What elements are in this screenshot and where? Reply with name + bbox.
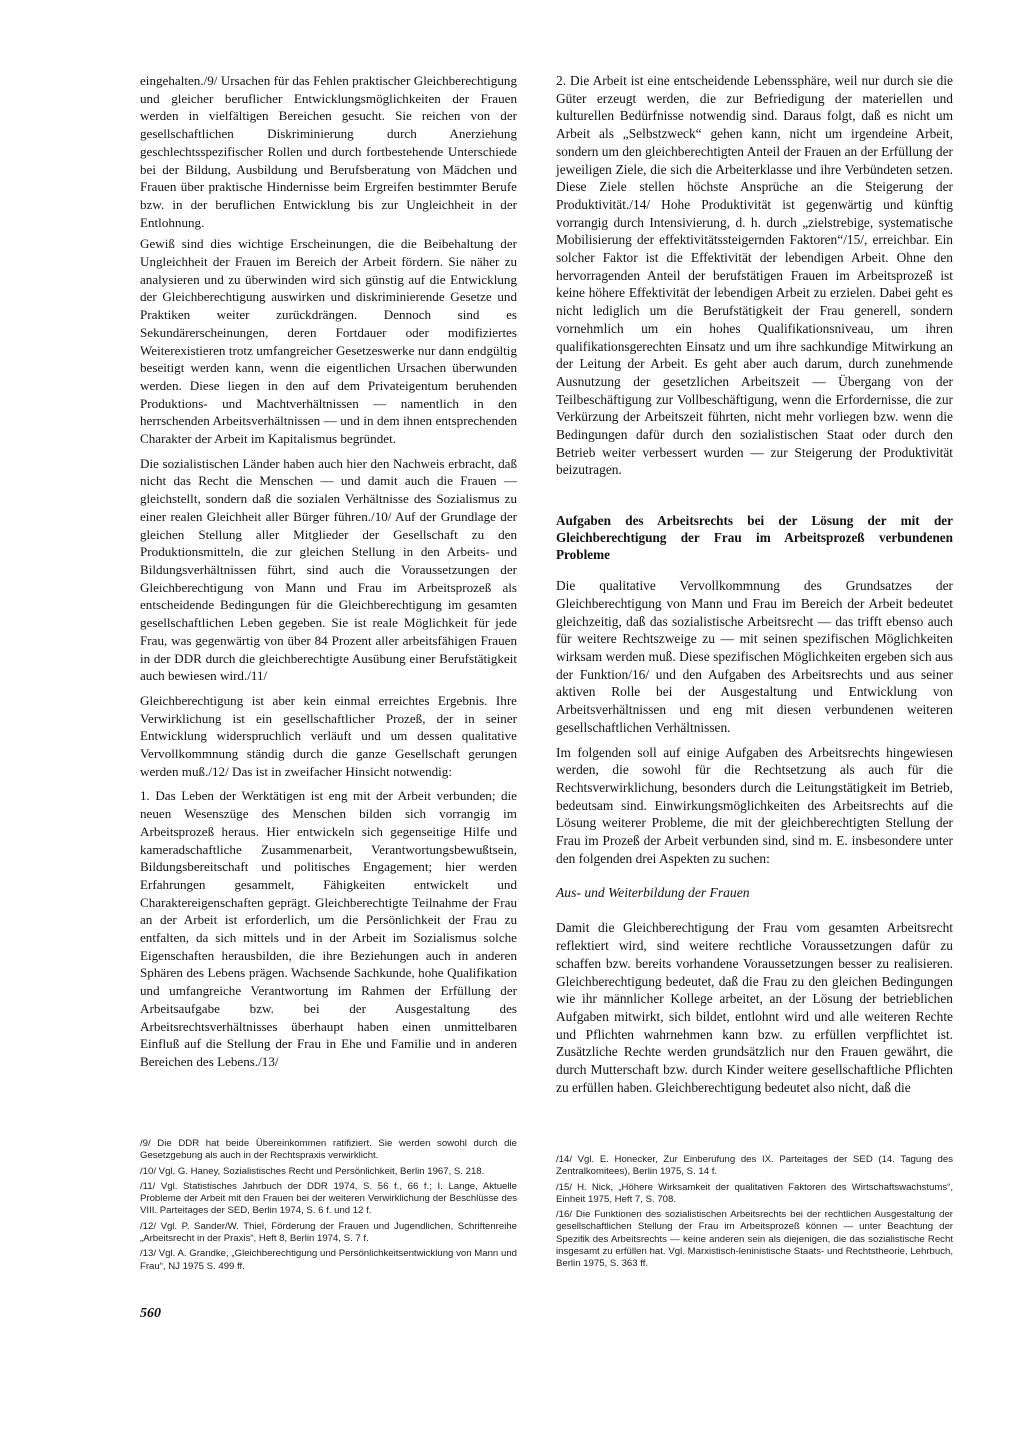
page-number: 560 [140,1306,161,1321]
footnote: /15/ H. Nick, „Höhere Wirksamkeit der qualitativen Faktoren des Wirtschaftswachstums“, Einheit 1975, Heft 7, S. 708. [556,1181,953,1205]
footnote: /16/ Die Funktionen des sozialistischen Arbeitsrechts bei der rechtlichen Ausgestaltung der gesellschaftlichen Stellung der Frau im Arbeitsprozeß können — unter Beachtung der Spezifik des Arbeitsrechts — keine anderen sein als diejenigen, die das sozialistische Recht insgesamt zu erfüllen hat. Vgl. Marxistisch-leninistische Staats- und Rechtstheorie, Lehrbuch, Berlin 1975, S. 363 ff. [556,1209,953,1270]
footnote: /14/ Vgl. E. Honecker, Zur Einberufung des IX. Parteitages der SED (14. Tagung des Zentralkomitees), Berlin 1975, S. 14 f. [556,1154,953,1178]
body-paragraph: Die sozialistischen Länder haben auch hier den Nachweis erbracht, daß nicht das Recht die Menschen — und damit auch die Frauen — gleichstellt, sondern daß die sozialen Verhältnisse des Sozialismus zu einer realen Gleichheit aller Bürger führen./10/ Auf der Grundlage der gleichen Stellung aller Mitglieder der Gesellschaft zu den Produktionsmitteln, die zur gleichen Stellung in den Arbeits- und Bildungsverhältnissen führt, sind auch die Voraussetzungen der Gleichberechtigung von Mann und Frau im Arbeitsprozeß als entscheidende Bedingungen für die Gleichberechtigung im gesamten gesellschaftlichen Leben gegeben. Sie ist reale Möglichkeit für jede Frau, was gegenwärtig von über 84 Prozent aller arbeitsfähigen Frauen in der DDR durch die gleichberechtigte Ausübung einer Berufstätigkeit auch bewiesen wird./11/ [140,455,517,684]
left-column [140,72,517,1075]
body-paragraph: 1. Das Leben der Werktätigen ist eng mit der Arbeit verbunden; die neuen Wesenszüge des Menschen bilden sich vorrangig im Arbeitsprozeß heraus. Hier entwickeln sich gegenseitige Hilfe und kameradschaftliche Zusammenarbeit, Verantwortungsbewußtsein, Bildungsbereitschaft und politisches Engagement; hier werden Erfahrungen gesammelt, Fähigkeiten entwickelt und Charaktereigenschaften geprägt. Gleichberechtigte Teilnahme der Frau an der Arbeit ist erforderlich, um die Persönlichkeit der Frau zu entfalten, da sich mittels und in der Arbeit im Sozialismus solche Eigenschaften herausbilden, die ihre Beziehungen auch in anderen Sphären des Lebens prägen. Wachsende Sachkunde, hohe Qualifikation und umfangreiche Verantwortung im Rahmen der Erfüllung der Arbeitsaufgabe bzw. bei der Ausgestaltung des Arbeitsrechtsverhältnisses überhaupt haben einen unmittelbaren Einfluß auf die Stellung der Frau in Ehe und Familie und in anderen Bereichen des Lebens./13/ [140,788,517,1069]
body-paragraph: 2. Die Arbeit ist eine entscheidende Lebenssphäre, weil nur durch sie die Güter erzeugt werden, die zur Befriedigung der materiellen und kulturellen Bedürfnisse notwendig sind. Daraus folgt, daß es nicht um Arbeit als „Selbstzweck“ gehen kann, nicht um irgendeine Arbeit, sondern um den gleichberechtigten Anteil der Frauen an der Erfüllung der jeweiligen Ziele, die sich die Arbeiterklasse und ihre Verbündeten setzen. Diese Ziele stellen höchste Ansprüche an die Steigerung der Produktivität./14/ Hohe Produktivität ist gegenwärtig und künftig vorrangig durch Intensivierung, d. h. durch „zielstrebige, systematische Mobilisierung der effektivitätssteigernden Faktoren“/15/, erreichbar. Ein solcher Faktor ist die Effektivität der lebendigen Arbeit. Ohne den hervorragenden Anteil der berufstätigen Frauen im Arbeitsprozeß ist keine höhere Effektivität der lebendigen Arbeit zu erzielen. Dabei geht es nicht lediglich um die Berufstätigkeit der Frau generell, sondern vornehmlich um ein hohes Qualifikationsniveau, um ihren qualifikationsgerechten Einsatz und um ihre sachkundige Mitwirkung an der Leitung der Arbeit. Es geht aber auch darum, durch zunehmende Ausnutzung der gesetzlichen Arbeitszeit — Übergang von der Teilbeschäftigung zur Vollbeschäftigung, wenn die Erfordernisse, die zur Verkürzung der Arbeitszeit führten, nicht mehr vorliegen bzw. wenn die Bedingungen dafür durch den sozialistischen Staat oder durch den Betrieb weiter verbessert wurden — zur Steigerung der Produktivität beizutragen. [556,73,953,478]
body-paragraph: Die qualitative Vervollkommnung des Grundsatzes der Gleichberechtigung von Mann und Frau im Bereich der Arbeit bedeutet gleichzeitig, daß das sozialistische Arbeitsrecht — das trifft ebenso auch für weitere Rechtszweige zu — mit seinen spezifischen Möglichkeiten wirksam werden muß. Diese spezifischen Möglichkeiten ergeben sich aus der Funktion/16/ und den Aufgaben des Arbeitsrechts und aus seiner aktiven Rolle bei der Ausgestaltung und Entwicklung von Arbeitsverhältnissen und eng mit diesen verbundenen weiteren gesellschaftlichen Verhältnissen. [556,578,953,735]
footnote: /12/ Vgl. P. Sander/W. Thiel, Förderung der Frauen und Jugendlichen, Schriftenreihe „Arbeitsrecht in der Praxis“, Heft 8, Berlin 1974, S. 7 f. [140,1220,517,1245]
right-column [556,72,953,1100]
footnote: /10/ Vgl. G. Haney, Sozialistisches Recht und Persönlichkeit, Berlin 1967, S. 218. [140,1165,485,1177]
footnote: /9/ Die DDR hat beide Übereinkommen ratifiziert. Sie werden sowohl durch die Gesetzgebung als auch in der Rechtspraxis verwirklicht. [140,1138,517,1162]
body-paragraph: Damit die Gleichberechtigung der Frau vom gesamten Arbeitsrecht reflektiert wird, sind weitere rechtliche Voraussetzungen dafür zu schaffen bzw. bereits vorhandene Voraussetzungen besser zu realisieren. Gleichberechtigung bedeutet, daß die Frau zu den gleichen Bedingungen wie ihr männlicher Kollege arbeitet, an der Lösung der betrieblichen Aufgaben mitwirkt, sich bildet, entlohnt wird und alle weiteren Rechte und Pflichten wahrnehmen kann bzw. zu erfüllen verpflichtet ist. Zusätzliche Rechte werden grundsätzlich nur den Frauen gewährt, die durch Mutterschaft bzw. durch Kinder weitere gesellschaftliche Pflichten zu erfüllen haben. Gleichberechtigung bedeutet also nicht, daß die [556,920,953,1095]
body-paragraph: Gleichberechtigung ist aber kein einmal erreichtes Ergebnis. Ihre Verwirklichung ist ein gesellschaftlicher Prozeß, der in seiner Entwicklung widerspruchlich verläuft und um dessen qualitative Vervollkommnung ständig durch die ganze Gesellschaft gerungen werden muß./12/ Das ist in zweifacher Hinsicht notwendig: [140,692,517,779]
subsection-heading: Aus- und Weiterbildung der Frauen [556,885,750,901]
footnote: /13/ Vgl. A. Grandke, „Gleichberechtigung und Persönlichkeitsentwicklung von Mann und Frau“, NJ 1975 S. 499 ff. [140,1248,517,1272]
body-paragraph: eingehalten./9/ Ursachen für das Fehlen praktischer Gleichberechtigung und gleicher beruflicher Entwicklungsmöglichkeiten der Frauen werden in vielfältigen Bereichen gesucht. Sie reichen von der gesellschaftlichen Diskriminierung durch Anerziehung geschlechtsspezifischer Rollen und durch fortbestehende Unterschiede bei der Bildung, Ausbildung und Berufsberatung von Mädchen und Frauen über praktische Hindernisse beim Ergreifen bestimmter Berufe bzw. in der beruflichen Entwicklung bis zur Ungleichheit in der Entlohnung. [140,73,517,230]
body-paragraph: Im folgenden soll auf einige Aufgaben des Arbeitsrechts hingewiesen werden, die sowohl für die Rechtsetzung als auch für die Rechtsverwirklichung, besonders durch die Leitungstätigkeit im Betrieb, bedeutsam sind. Einwirkungsmöglichkeiten des Arbeitsrechts auf die Lösung weiterer Probleme, die mit der gleichberechtigten Stellung der Frau im Prozeß der Arbeit verbunden sind, sind m. E. insbesondere unter den folgenden drei Aspekten zu suchen: [556,744,953,866]
footnotes-right [556,1154,953,1274]
section-heading: Aufgaben des Arbeitsrechts bei der Lösung der mit der Gleichberechtigung der Frau im Arbeitsprozeß verbundenen Probleme [556,513,953,563]
footnote: /11/ Vgl. Statistisches Jahrbuch der DDR 1974, S. 56 f., 66 f.; I. Lange, Aktuelle Probleme der Arbeit mit den Frauen bei der weiteren Verwirklichung der Beschlüsse des VIII. Parteitages der SED, Berlin 1974, S. 6 f. und 12 f. [140,1180,517,1217]
footnotes-left [140,1138,517,1276]
body-paragraph: Gewiß sind dies wichtige Erscheinungen, die die Beibehaltung der Ungleichheit der Frauen im Bereich der Arbeit fördern. Sie näher zu analysieren und zu überwinden wird sich günstig auf die Entwicklung der Gleichberechtigung auswirken und diskriminierende Gesetze und Praktiken weiter zurückdrängen. Dennoch sind es Sekundärerscheinungen, deren Fortdauer oder modifiziertes Weiterexistieren trotz umfangreicher Gesetzeswerke nur dann endgültig beseitigt werden kann, wenn die eigentlichen Ursachen überwunden werden. Diese liegen in den auf dem Privateigentum beruhenden Produktions- und Machtverhältnissen — namentlich in den herrschenden Arbeitsverhältnissen — und in dem ihnen entsprechenden Charakter der Arbeit im Kapitalismus begründet. [140,236,517,447]
